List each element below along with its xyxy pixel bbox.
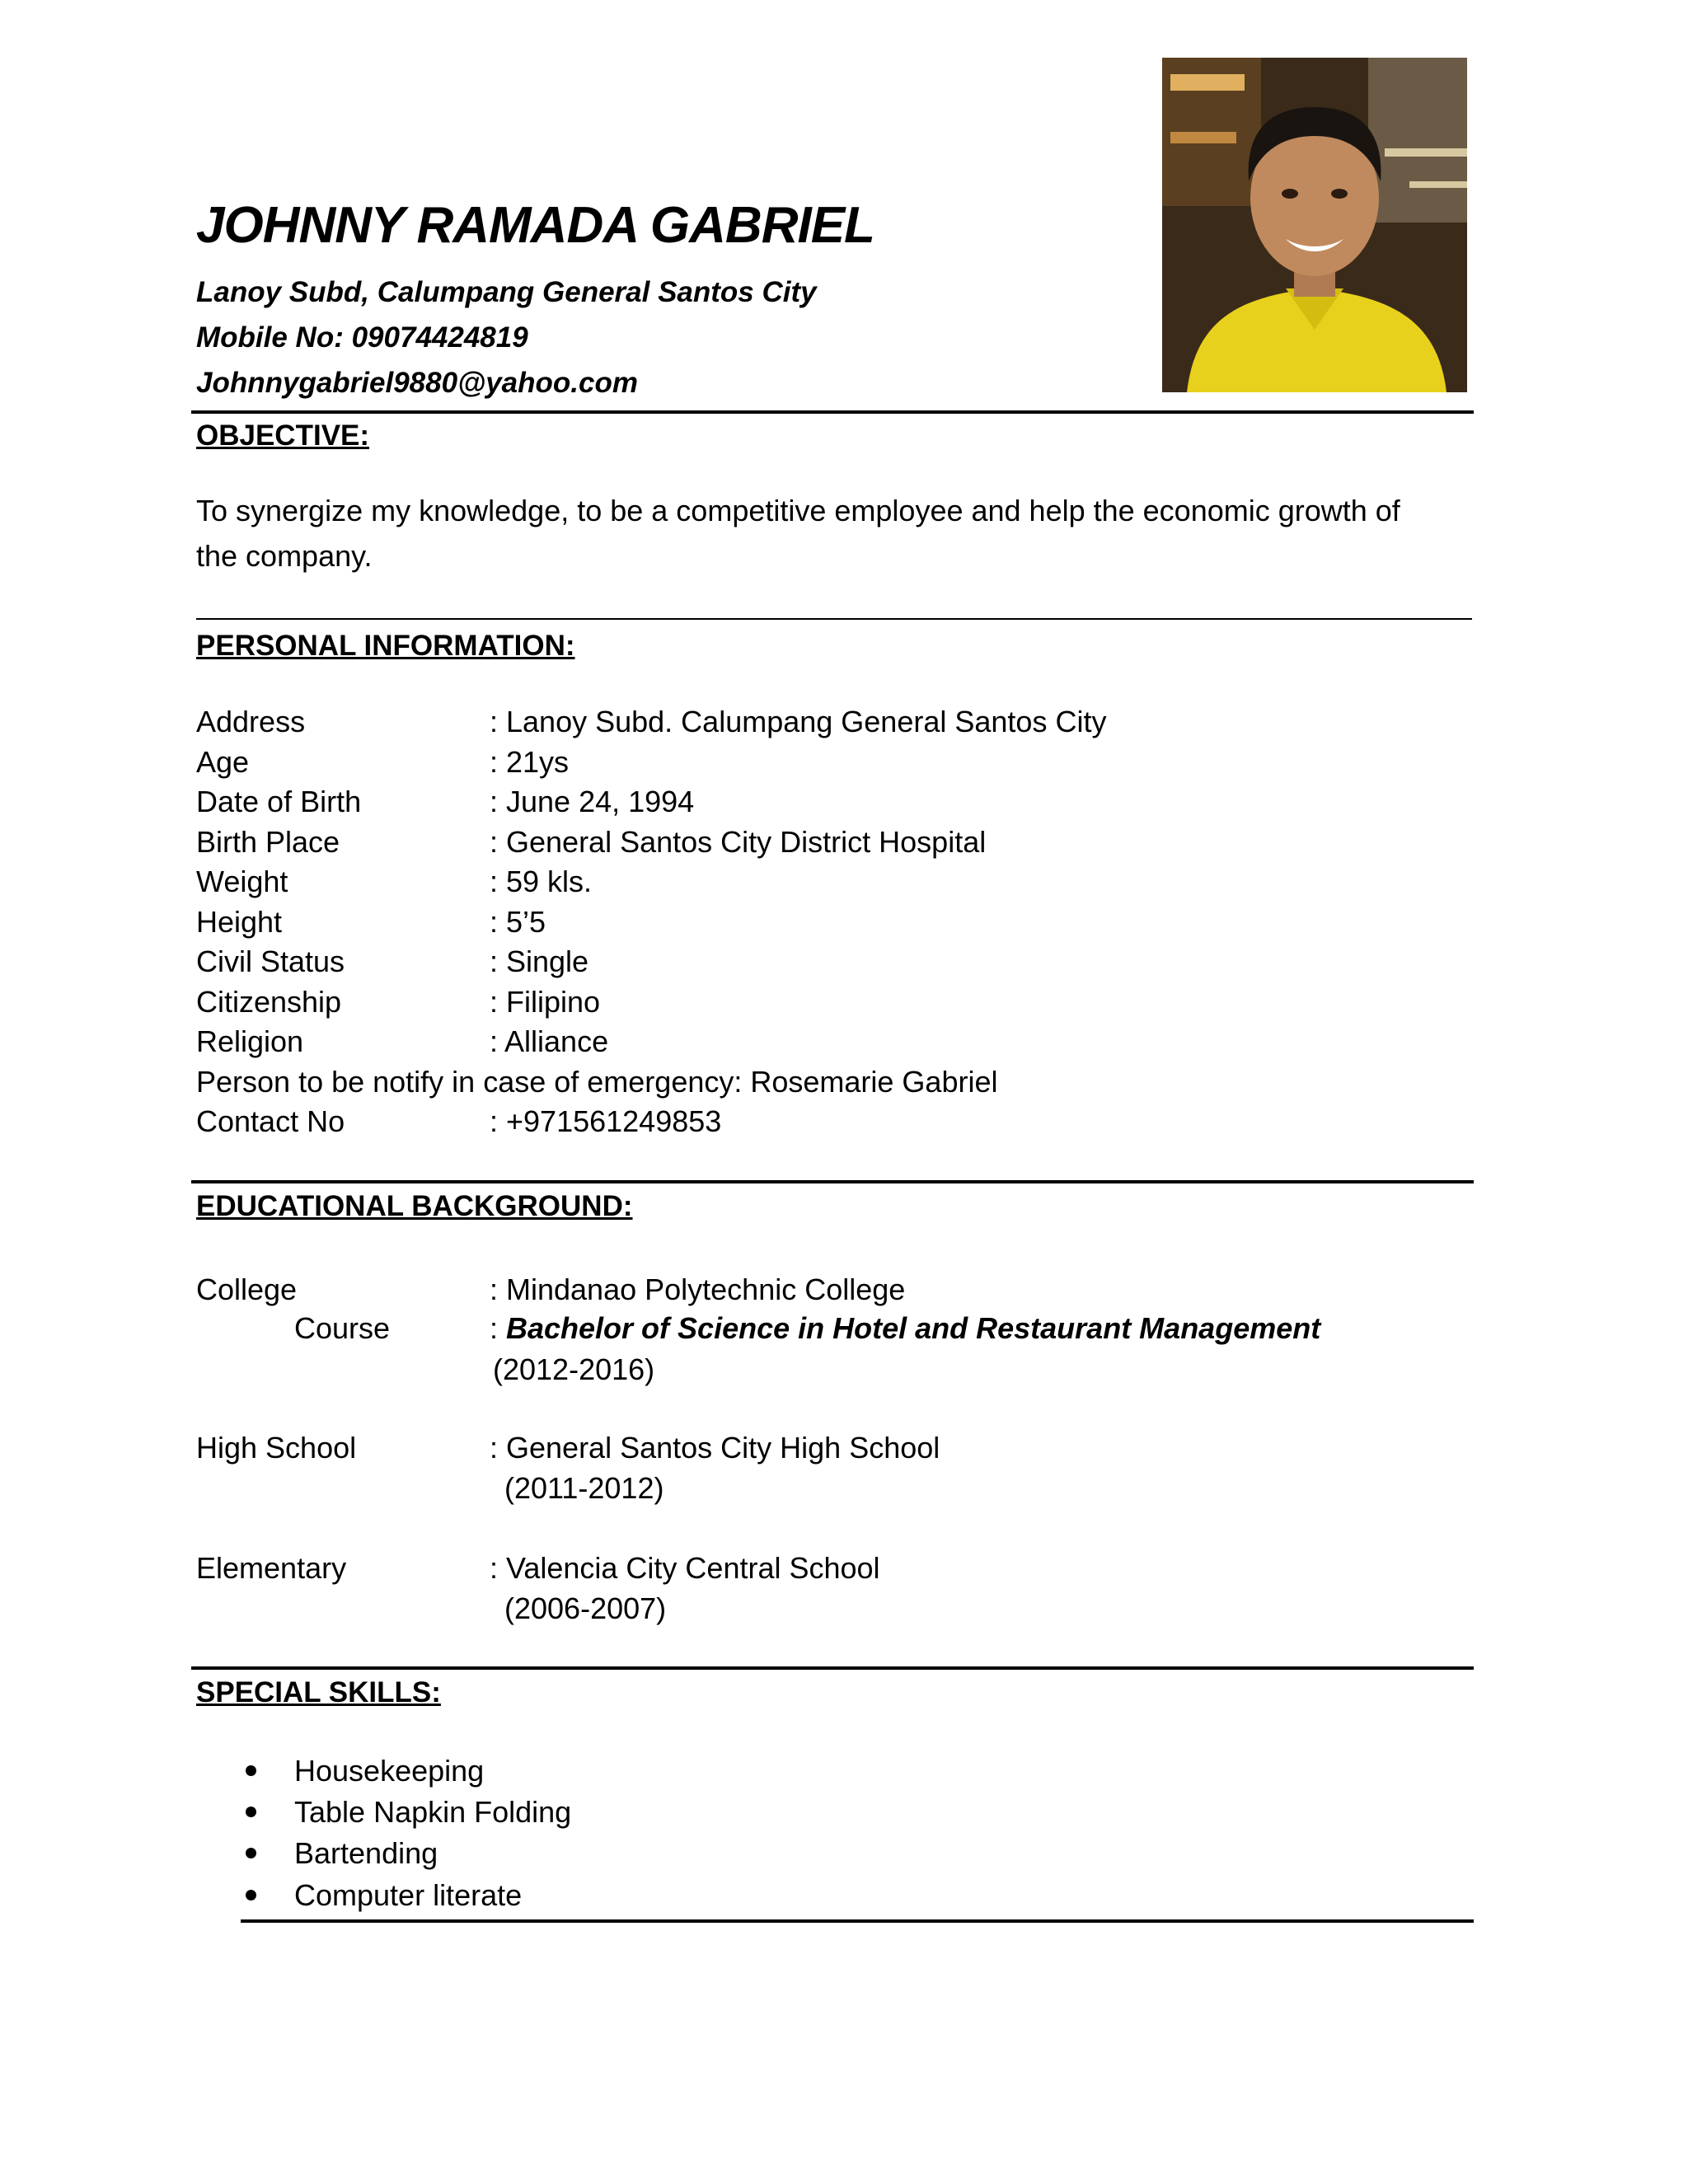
birthplace-value: : General Santos City District Hospital (490, 825, 987, 859)
education-heading: EDUCATIONAL BACKGROUND: (196, 1190, 633, 1222)
civil-status-value: : Single (490, 944, 589, 978)
bullet-icon (246, 1848, 256, 1858)
skill-item: Computer literate (294, 1878, 523, 1912)
course-value: Bachelor of Science in Hotel and Restaurant Management (506, 1311, 1321, 1345)
dob-value: : June 24, 1994 (490, 785, 695, 818)
college-value: : Mindanao Polytechnic College (490, 1272, 906, 1306)
civil-status-label: Civil Status (196, 944, 345, 978)
course-label: Course (294, 1311, 391, 1345)
contact-no-value: : +971561249853 (490, 1104, 722, 1138)
weight-value: : 59 kls. (490, 865, 593, 898)
address-label: Address (196, 705, 306, 738)
highschool-years: (2011-2012) (504, 1471, 664, 1505)
personal-divider (191, 1180, 1474, 1183)
college-label: College (196, 1272, 298, 1306)
elementary-label: Elementary (196, 1551, 347, 1585)
contact-no-label: Contact No (196, 1104, 345, 1138)
address-value: : Lanoy Subd. Calumpang General Santos City (490, 705, 1107, 738)
citizenship-value: : Filipino (490, 985, 601, 1019)
skill-item: Housekeeping (294, 1754, 485, 1788)
college-years: (2012-2016) (493, 1352, 655, 1386)
header-divider (191, 410, 1474, 414)
height-value: : 5’5 (490, 905, 546, 939)
highschool-label: High School (196, 1431, 357, 1465)
age-value: : 21ys (490, 745, 570, 779)
profile-photo (1162, 58, 1467, 392)
header-email: Johnnygabriel9880@yahoo.com (196, 367, 638, 399)
skills-heading: SPECIAL SKILLS: (196, 1676, 441, 1708)
personal-info-heading: PERSONAL INFORMATION: (196, 630, 575, 662)
education-divider (191, 1666, 1474, 1670)
bullet-icon (246, 1890, 256, 1900)
citizenship-label: Citizenship (196, 985, 342, 1019)
highschool-value: : General Santos City High School (490, 1431, 940, 1465)
dob-label: Date of Birth (196, 785, 362, 818)
elementary-years: (2006-2007) (504, 1591, 667, 1625)
skill-item: Table Napkin Folding (294, 1795, 572, 1829)
objective-heading: OBJECTIVE: (196, 419, 370, 452)
objective-divider (196, 618, 1472, 620)
skills-divider (241, 1919, 1474, 1923)
height-label: Height (196, 905, 283, 939)
birthplace-label: Birth Place (196, 825, 340, 859)
emergency-contact: Person to be notify in case of emergency: Rosemarie Gabriel (196, 1065, 998, 1099)
resume-name: JOHNNY RAMADA GABRIEL (196, 197, 874, 254)
course-colon: : (490, 1311, 499, 1345)
objective-line-2: the company. (196, 539, 373, 573)
bullet-icon (246, 1807, 256, 1817)
elementary-value: : Valencia City Central School (490, 1551, 880, 1585)
objective-line-1: To synergize my knowledge, to be a competitive employee and help the economic growth of (196, 494, 1400, 527)
skill-item: Bartending (294, 1836, 438, 1870)
religion-value: : Alliance (490, 1024, 609, 1058)
weight-label: Weight (196, 865, 288, 898)
header-address: Lanoy Subd, Calumpang General Santos City (196, 276, 817, 308)
bullet-icon (246, 1765, 256, 1776)
religion-label: Religion (196, 1024, 304, 1058)
header-mobile: Mobile No: 09074424819 (196, 321, 528, 354)
age-label: Age (196, 745, 250, 779)
